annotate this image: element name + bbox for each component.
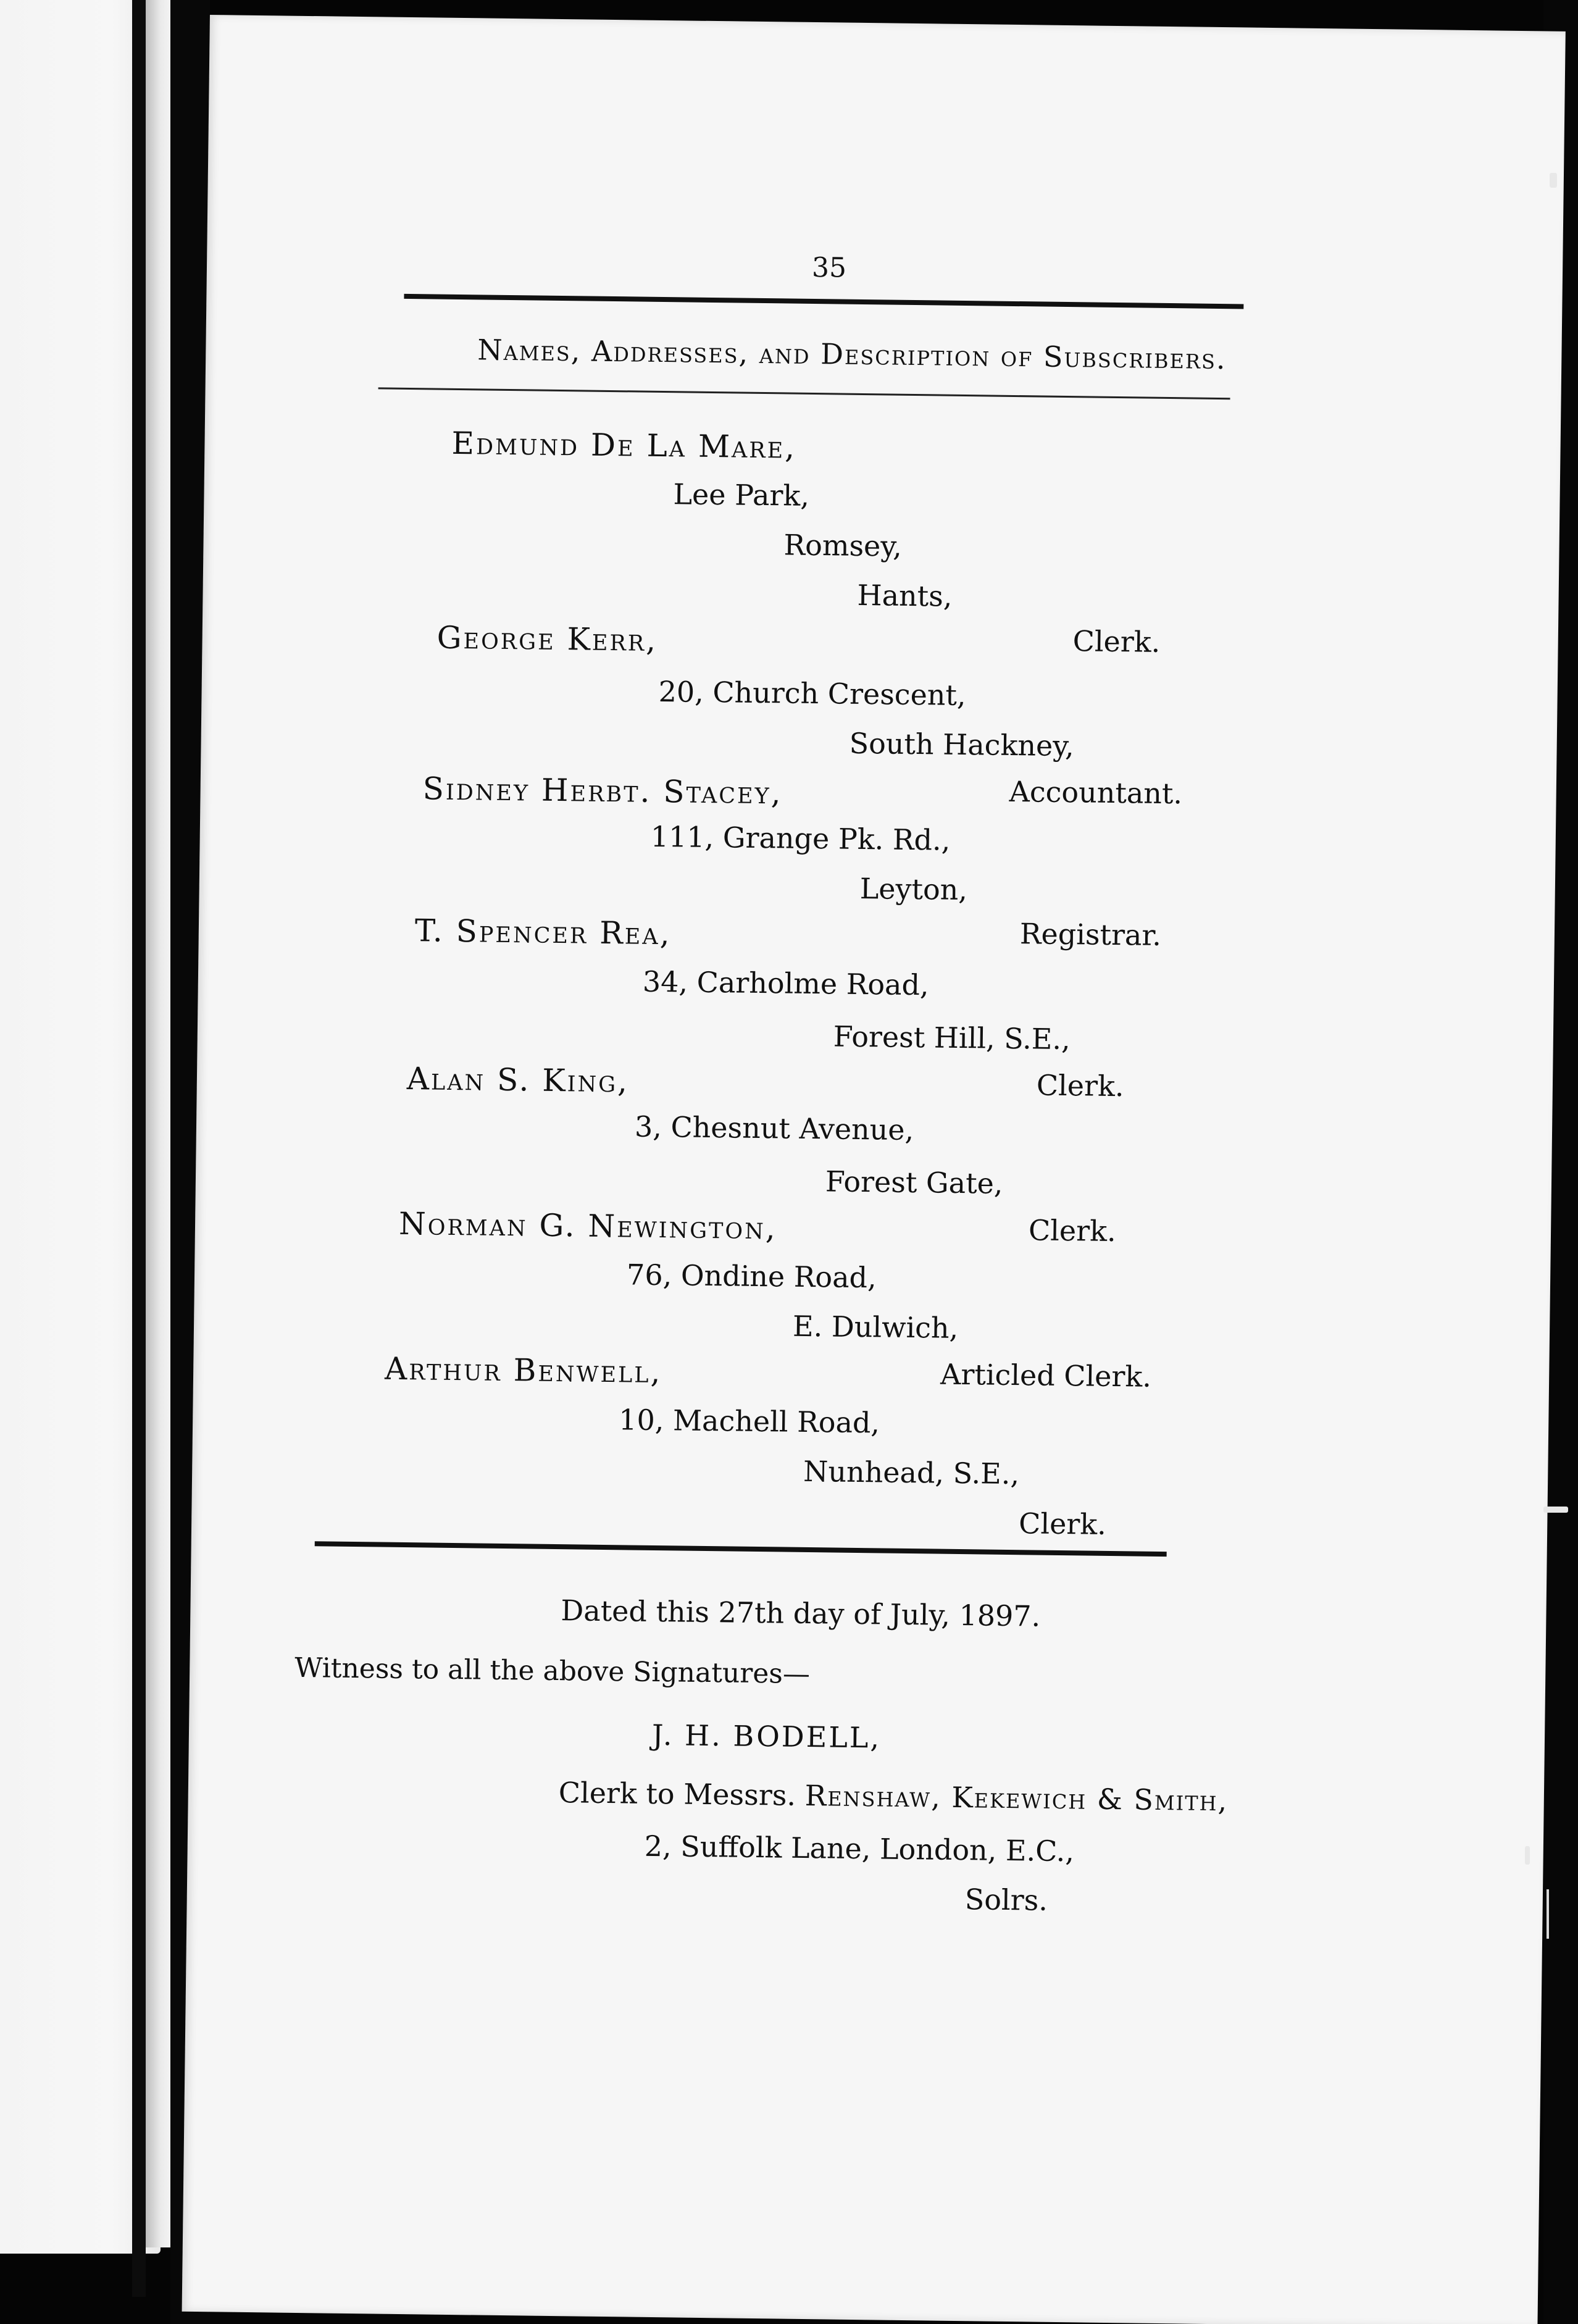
page-fold-highlight [146, 0, 170, 2247]
subscriber-address-line: 10, Machell Road, [618, 1403, 880, 1440]
subscriber-name: T. Spencer Rea, [414, 913, 672, 952]
subscriber-occupation: Clerk. [1036, 1068, 1124, 1103]
subscriber-address-line: Romsey, [783, 528, 903, 563]
subscriber-address-line: Lee Park, [673, 477, 810, 512]
subscriber-address-line: Forest Hill, S.E., [833, 1019, 1071, 1056]
firm-name: Renshaw, Kekewich & Smith, [804, 1778, 1229, 1818]
subscriber-address-line: Nunhead, S.E., [803, 1454, 1020, 1491]
section-heading: Names, Addresses, and Description of Subscribers. [477, 333, 1227, 376]
scan-speck [1550, 173, 1557, 188]
subscriber-occupation: Registrar. [1019, 917, 1162, 952]
dated-line: Dated this 27th day of July, 1897. [561, 1594, 1041, 1633]
witness-name [652, 1718, 882, 1755]
subscriber-address-line: 111, Grange Pk. Rd., [650, 819, 951, 857]
subscriber-name: George Kerr, [436, 619, 658, 658]
bottom-rule [315, 1541, 1167, 1557]
scan-speck [1543, 1507, 1568, 1513]
subscriber-name: Sidney Herbt. Stacey, [422, 771, 783, 811]
scan-speck [1525, 1846, 1530, 1865]
subscriber-address-line: Leyton, [859, 871, 968, 907]
witness-clerk-line [559, 1776, 1229, 1817]
scan-speck [1547, 1889, 1568, 1939]
page-content [182, 15, 1566, 2324]
subscriber-occupation: Accountant. [1009, 774, 1183, 811]
subscriber-address-line: Hants, [857, 578, 953, 613]
subscriber-occupation: Articled Clerk. [940, 1357, 1152, 1394]
subscriber-name: Arthur Benwell, [384, 1350, 662, 1390]
subscriber-name: Edmund De La Mare, [451, 425, 797, 466]
subscriber-address-line: 3, Chesnut Avenue, [634, 1110, 914, 1147]
subscriber-occupation: Clerk. [1072, 624, 1161, 659]
subscriber-address-line: 20, Church Crescent, [658, 674, 966, 713]
heading-rule [378, 387, 1230, 399]
subscriber-name: Norman G. Newington, [398, 1205, 778, 1247]
subscriber-occupation: Clerk. [1028, 1213, 1116, 1248]
subscriber-address-line: 76, Ondine Road, [626, 1258, 877, 1295]
solicitors-abbreviation: Solrs. [964, 1883, 1048, 1917]
subscriber-address-line: South Hackney, [849, 726, 1075, 763]
witness-name-text: J. H. BODELL, [651, 1718, 882, 1755]
top-rule [404, 294, 1243, 309]
subscriber-name: Alan S. King, [406, 1061, 630, 1100]
page-fold-shadow [132, 0, 146, 2297]
subscriber-address-line: Forest Gate, [825, 1164, 1003, 1200]
clerk-prefix: Clerk to Messrs. [558, 1776, 796, 1812]
page-number: 35 [811, 251, 847, 284]
subscriber-address-line: E. Dulwich, [792, 1309, 959, 1345]
document-page [182, 15, 1566, 2324]
firm-address: 2, Suffolk Lane, London, E.C., [644, 1829, 1075, 1868]
witness-label: Witness to all the above Signatures— [294, 1652, 811, 1691]
subscriber-address-line: 34, Carholme Road, [642, 964, 929, 1002]
subscriber-occupation: Clerk. [1018, 1507, 1107, 1541]
